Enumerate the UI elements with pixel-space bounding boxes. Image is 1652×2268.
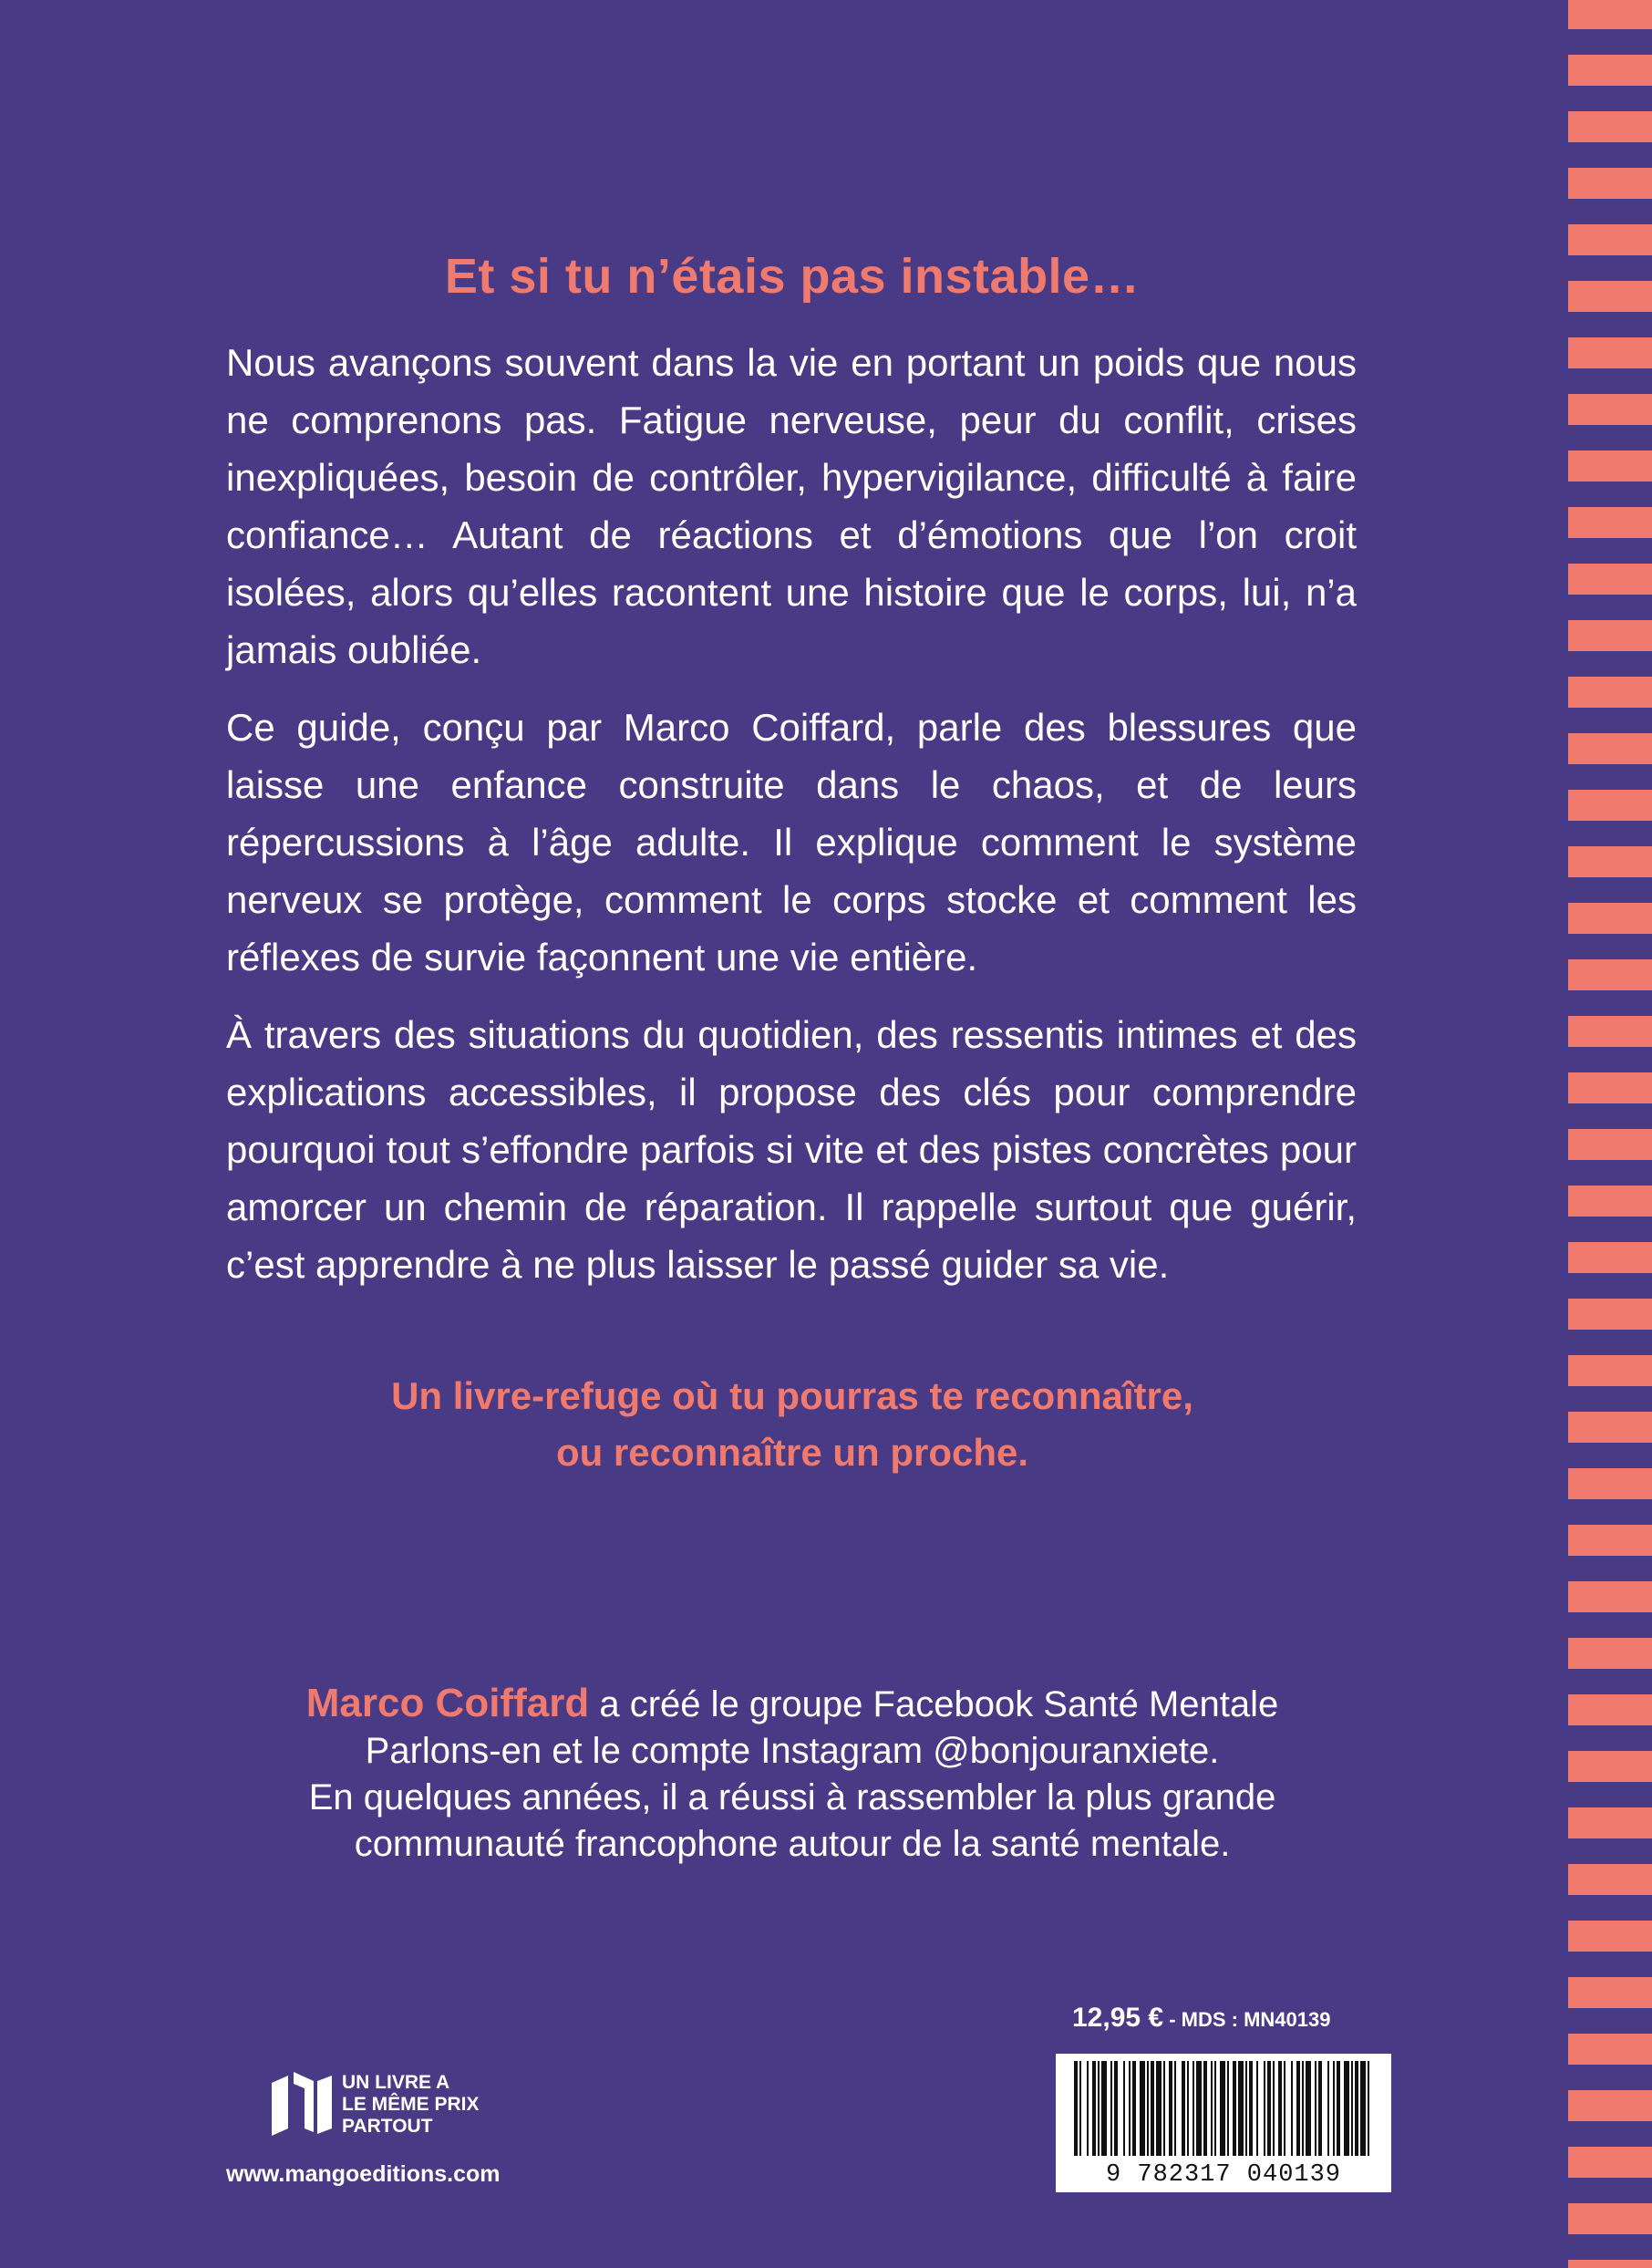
blurb-paragraph-2: Ce guide, conçu par Marco Coiffard, parle des blessures que laisse une enfance construite dans le chaos, et de leurs répercussions à l’âge adulte. Il explique comment le système nerveux se protège, comment le corps stocke et comment les réflexes de survie façonnent une vie entière. xyxy=(226,706,1357,979)
barcode-bar xyxy=(1256,2061,1258,2156)
barcode-bar xyxy=(1214,2061,1216,2156)
barcode-bar xyxy=(1278,2061,1282,2156)
author-bio xyxy=(228,1680,1357,1868)
tagline xyxy=(228,1368,1357,1481)
logo-line-3: PARTOUT xyxy=(342,2116,433,2137)
cover-headline: Et si tu n’étais pas instable… xyxy=(444,249,1141,304)
blurb-paragraph-3: À travers des situations du quotidien, des ressentis intimes et des explications accessibles, il propose des clés pour comprendre pourquoi tout s’effondre parfois si vite et des pistes concrètes pour amorcer un chemin de réparation. Il rappelle surtout que guérir, c’est apprendre à ne plus laisser le passé guider sa vie. xyxy=(226,1013,1357,1286)
barcode-bar xyxy=(1220,2061,1225,2156)
barcode-bar xyxy=(1187,2061,1189,2156)
tagline-line-1: Un livre-refuge où tu pourras te reconnaître, xyxy=(391,1374,1193,1417)
barcode-bar xyxy=(1196,2061,1202,2156)
isbn-digits: 9 782317 040139 xyxy=(1105,2161,1342,2189)
barcode-bar xyxy=(1296,2061,1300,2156)
barcode-bar xyxy=(1174,2061,1176,2156)
logo-line-1: UN LIVRE A xyxy=(342,2072,450,2093)
barcode-bar xyxy=(1315,2061,1316,2156)
barcode-icon xyxy=(1070,2061,1377,2156)
barcode-bar xyxy=(1079,2061,1081,2156)
barcode-bar xyxy=(1267,2061,1271,2156)
price-separator: - xyxy=(1163,2008,1182,2031)
barcode-bar xyxy=(1092,2061,1096,2156)
mds-code: MDS : MN40139 xyxy=(1181,2008,1331,2031)
barcode-bar xyxy=(1203,2061,1207,2156)
bio-line-1 xyxy=(228,1680,1357,1728)
author-name: Marco Coiffard xyxy=(305,1681,590,1725)
bio-line-3: En quelques années, il a réussi à rassembler la plus grande xyxy=(308,1777,1276,1818)
barcode-bar xyxy=(1284,2061,1285,2156)
barcode-bar xyxy=(1351,2061,1353,2156)
barcode-bar xyxy=(1318,2061,1322,2156)
barcode-bar xyxy=(1291,2061,1293,2156)
barcode-bar xyxy=(1306,2061,1311,2156)
price-line xyxy=(1072,2003,1331,2034)
barcode-bar xyxy=(1337,2061,1340,2156)
book-price-logo-icon xyxy=(268,2068,336,2136)
barcode-bar xyxy=(1211,2061,1213,2156)
barcode-box xyxy=(1056,2054,1391,2192)
blurb-paragraph-1: Nous avançons souvent dans la vie en portant un poids que nous ne comprenons pas. Fatigue nerveuse, peur du conflit, crises inexpliquées, besoin de contrôler, hypervigilance, difficulté à faire confiance… Autant de réactions et d’émotions que l’on croit isolées, alors qu’elles racontent une histoire que le corps, lui, n’a jamais oubliée. xyxy=(226,341,1357,671)
bio-line-4: communauté francophone autour de la santé mentale. xyxy=(354,1824,1231,1864)
barcode-bar xyxy=(1156,2061,1162,2156)
barcode-bar xyxy=(1355,2061,1358,2156)
barcode-bar xyxy=(1140,2061,1145,2156)
barcode-bar xyxy=(1193,2061,1194,2156)
barcode-bar xyxy=(1132,2061,1136,2156)
bio-line-2: Parlons-en et le compte Instagram @bonjouranxiete. xyxy=(365,1731,1220,1771)
barcode-bar xyxy=(1151,2061,1154,2156)
barcode-bar xyxy=(1101,2061,1107,2156)
barcode-bar xyxy=(1302,2061,1304,2156)
barcode-bar xyxy=(1238,2061,1244,2156)
barcode-bar xyxy=(1327,2061,1329,2156)
barcode-bar xyxy=(1249,2061,1253,2156)
barcode-bar xyxy=(1163,2061,1165,2156)
barcode-bar xyxy=(1110,2061,1112,2156)
barcode-bar xyxy=(1098,2061,1100,2156)
barcode-bar xyxy=(1087,2061,1089,2156)
barcode-bar xyxy=(1169,2061,1172,2156)
barcode-bar xyxy=(1368,2061,1369,2156)
barcode-bar xyxy=(1245,2061,1247,2156)
barcode-bar xyxy=(1074,2061,1078,2156)
publisher-website: www.mangoeditions.com xyxy=(226,2161,501,2187)
barcode-bar xyxy=(1182,2061,1185,2156)
barcode-bar xyxy=(1344,2061,1349,2156)
barcode-bar xyxy=(1233,2061,1236,2156)
barcode-bar xyxy=(1147,2061,1149,2156)
barcode-bar xyxy=(1264,2061,1265,2156)
logo-line-2: LE MÊME PRIX xyxy=(342,2094,480,2115)
barcode-bar xyxy=(1129,2061,1131,2156)
barcode-bar xyxy=(1333,2061,1335,2156)
tagline-line-2: ou reconnaître un proche. xyxy=(555,1431,1029,1474)
barcode-bar xyxy=(1114,2061,1118,2156)
price: 12,95 € xyxy=(1072,2003,1164,2033)
bio-line-1-rest: a créé le groupe Facebook Santé Mentale xyxy=(589,1684,1279,1724)
barcode-bar xyxy=(1360,2061,1366,2156)
barcode-bar xyxy=(1123,2061,1125,2156)
striped-edge-band xyxy=(1568,0,1652,2268)
barcode-bar xyxy=(1227,2061,1229,2156)
price-law-logo-text xyxy=(342,2072,480,2138)
barcode-bar xyxy=(1273,2061,1275,2156)
blurb-text xyxy=(226,334,1357,1313)
